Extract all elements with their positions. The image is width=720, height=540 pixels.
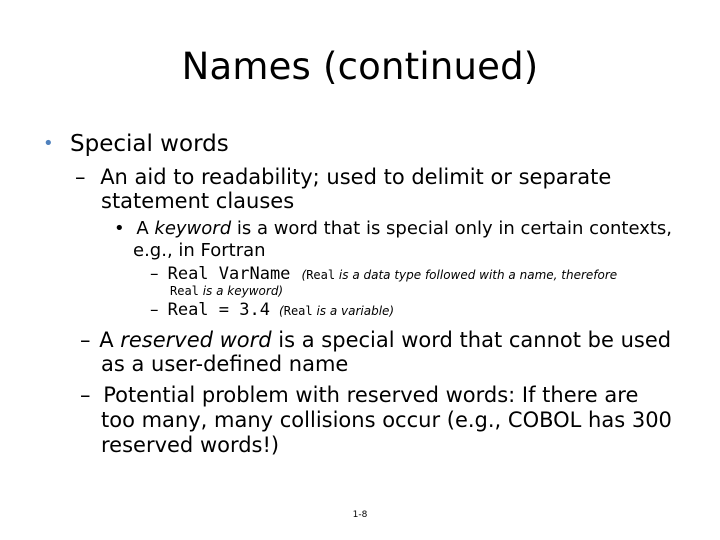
bullet-text: Special words xyxy=(70,131,229,157)
aid-text-line1: An aid to readability; used to delimit or separate xyxy=(100,165,612,189)
example2-note-text: is a variable) xyxy=(312,304,395,318)
sub-bullet-aid-line2: statement clauses xyxy=(101,189,295,213)
example1-note-line2 xyxy=(170,284,283,298)
reserved-term: reserved word xyxy=(120,328,272,352)
sub-bullet-reserved xyxy=(80,328,671,353)
keyword-line2: e.g., in Fortran xyxy=(133,240,266,261)
sub-bullet-aid xyxy=(75,165,611,190)
example1-note-code: Real xyxy=(306,268,336,282)
example-real-assignment xyxy=(150,300,394,320)
dash-marker: – xyxy=(80,328,91,352)
example1-code: Real VarName xyxy=(167,264,291,284)
slide-title: Names (continued) xyxy=(181,45,539,88)
keyword-term: keyword xyxy=(154,218,232,239)
example2-code: Real = 3.4 xyxy=(167,300,270,320)
problem-line1: Potential problem with reserved words: If there are xyxy=(103,383,639,407)
reserved-prefix: A xyxy=(99,328,121,352)
page-number: 1-8 xyxy=(352,510,368,520)
example-real-varname xyxy=(150,264,617,284)
reserved-suffix: is a special word that cannot be used xyxy=(271,328,672,352)
problem-line3: reserved words!) xyxy=(101,433,280,457)
dash-marker: – xyxy=(150,264,159,284)
problem-line2: too many, many collisions occur (e.g., COBOL has 300 xyxy=(101,408,672,432)
example2-note-code: Real xyxy=(283,304,313,318)
dash-marker: – xyxy=(80,383,91,407)
open-paren: ( xyxy=(301,268,307,282)
example1-note2-text: is a keyword) xyxy=(198,284,284,298)
example1-note2-code: Real xyxy=(170,284,199,298)
keyword-prefix: A xyxy=(136,218,155,239)
sub-bullet-problem xyxy=(80,383,638,408)
bullet-dot-icon: • xyxy=(114,218,125,239)
dash-marker: – xyxy=(75,165,86,189)
bullet-special-words xyxy=(43,130,229,158)
reserved-line2: as a user-defined name xyxy=(101,352,349,376)
open-paren: ( xyxy=(279,304,284,318)
bullet-dot-icon: • xyxy=(43,133,54,154)
sub-sub-bullet-keyword xyxy=(114,218,672,240)
keyword-suffix: is a word that is special only in certain contexts, xyxy=(231,218,673,239)
example1-note-text: is a data type followed with a name, therefore xyxy=(335,268,618,282)
dash-marker: – xyxy=(150,300,159,320)
